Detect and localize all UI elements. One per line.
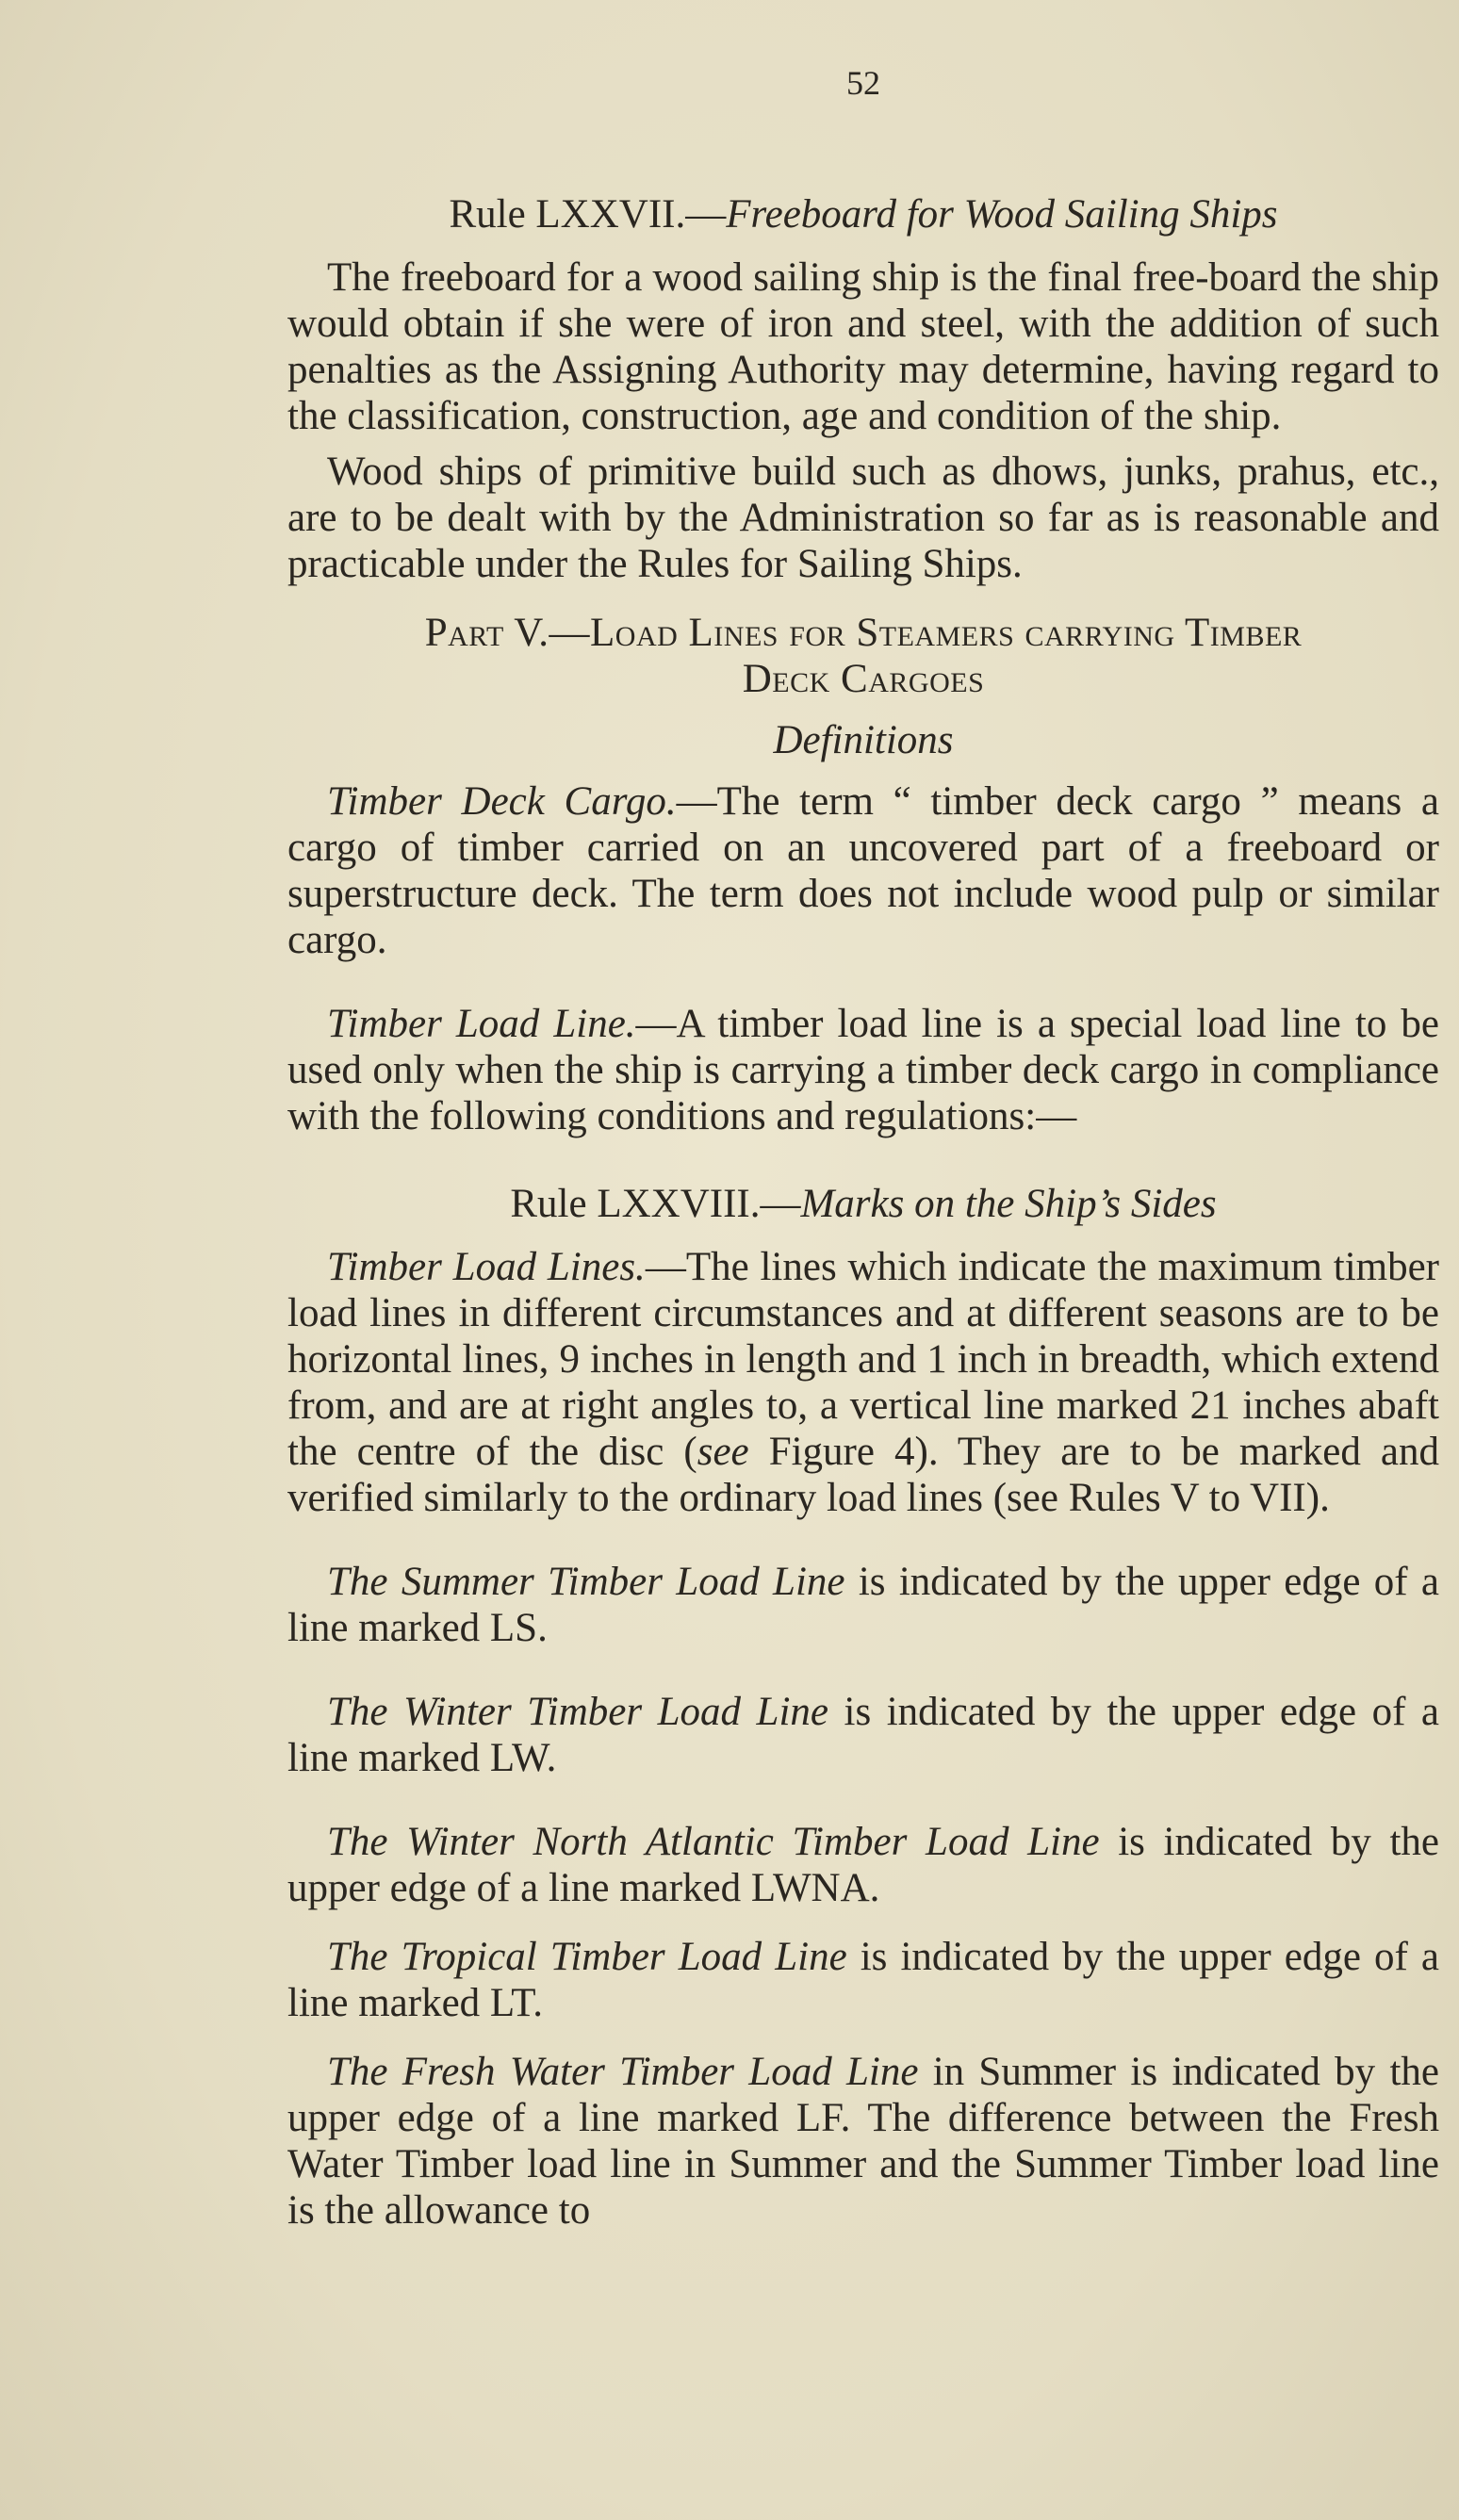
paragraph-term: Timber Load Lines. xyxy=(327,1245,646,1289)
page-content xyxy=(287,64,1439,2243)
rule-78-heading xyxy=(287,1181,1439,1227)
rule-78-paragraph-3 xyxy=(287,1689,1439,1781)
paragraph-text: is indicated by the upper edge of a line marked LS. xyxy=(287,1560,1439,1650)
rule-77-prefix: Rule LXXVII.— xyxy=(449,192,727,237)
rule-78-title: Marks on the Ship’s Sides xyxy=(800,1182,1217,1226)
paragraph-text: is indicated by the upper edge of a line marked LWNA. xyxy=(287,1820,1440,1910)
paragraph-term: The Summer Timber Load Line xyxy=(327,1560,845,1604)
paragraph-text: —The lines which indicate the maximum timber load lines in different circumstances and at different seasons are to be horizontal lines, 9 inches in length and 1 inch in breadth, which extend from, and are at right angles to, a vertical line marked 21 inches abaft the centre of the disc ( xyxy=(287,1245,1439,1474)
definition-timber-deck-cargo xyxy=(287,778,1439,963)
paragraph-text: in Summer is indicated by the upper edge of a line marked LF. The difference between the Fresh Water Timber load line in Summer and the Summer Timber load line is the allowance to xyxy=(287,2050,1439,2233)
definitions-heading: Definitions xyxy=(773,718,954,762)
rule-77-paragraph-2: Wood ships of primitive build such as dhows, junks, prahus, etc., are to be dealt with by the Administration so far as is reasonable and practicable under the Rules for Sailing Ships. xyxy=(287,450,1439,586)
definition-timber-load-line xyxy=(287,1001,1439,1139)
definition-text: —The term “ timber deck cargo ” means a cargo of timber carried on an uncovered part of a freeboard or superstructure deck. The term does not include wood pulp or similar cargo. xyxy=(287,779,1439,962)
page-number: 52 xyxy=(846,64,880,102)
paragraph-term: The Winter North Atlantic Timber Load Line xyxy=(327,1820,1100,1864)
definition-text: —A timber load line is a special load line to be used only when the ship is carrying a timber deck cargo in compliance with the following conditions and regulations:— xyxy=(287,1002,1439,1138)
paragraph-text: is indicated by the upper edge of a line marked LT. xyxy=(287,1935,1439,2025)
rule-78-paragraph-4 xyxy=(287,1819,1439,1911)
rule-77-heading xyxy=(287,191,1439,237)
rule-78-paragraph-1 xyxy=(287,1244,1439,1521)
paragraph-term: The Tropical Timber Load Line xyxy=(327,1935,847,1979)
rule-77-paragraph-1: The freeboard for a wood sailing ship is the final free-board the ship would obtain if she were of iron and steel, with the addition of such penalties as the Assigning Authority may determine, having regard to the classification, construction, age and condition of the ship. xyxy=(287,255,1439,438)
part-5-line-2: Deck Cargoes xyxy=(742,657,985,701)
paragraph-text-tail: Figure 4). They are to be marked and verified similarly to the ordinary load lines (see Rules V to VII). xyxy=(287,1430,1439,1520)
rule-78-paragraph-6 xyxy=(287,2049,1439,2234)
part-5-line-1: Part V.—Load Lines for Steamers carrying Timber xyxy=(424,611,1303,655)
rule-78-paragraph-5 xyxy=(287,1934,1439,2026)
paragraph-text: is indicated by the upper edge of a line marked LW. xyxy=(287,1690,1439,1780)
paragraph-term: The Fresh Water Timber Load Line xyxy=(327,2050,919,2094)
definition-term: Timber Deck Cargo. xyxy=(327,779,677,824)
rule-78-prefix: Rule LXXVIII.— xyxy=(510,1182,801,1226)
paragraph-term: The Winter Timber Load Line xyxy=(327,1690,828,1734)
part-5-heading xyxy=(287,610,1439,702)
rule-78-paragraph-2 xyxy=(287,1559,1439,1651)
rule-77-title: Freeboard for Wood Sailing Ships xyxy=(726,192,1278,237)
see-reference: see xyxy=(697,1430,749,1474)
definition-term: Timber Load Line. xyxy=(327,1002,636,1046)
